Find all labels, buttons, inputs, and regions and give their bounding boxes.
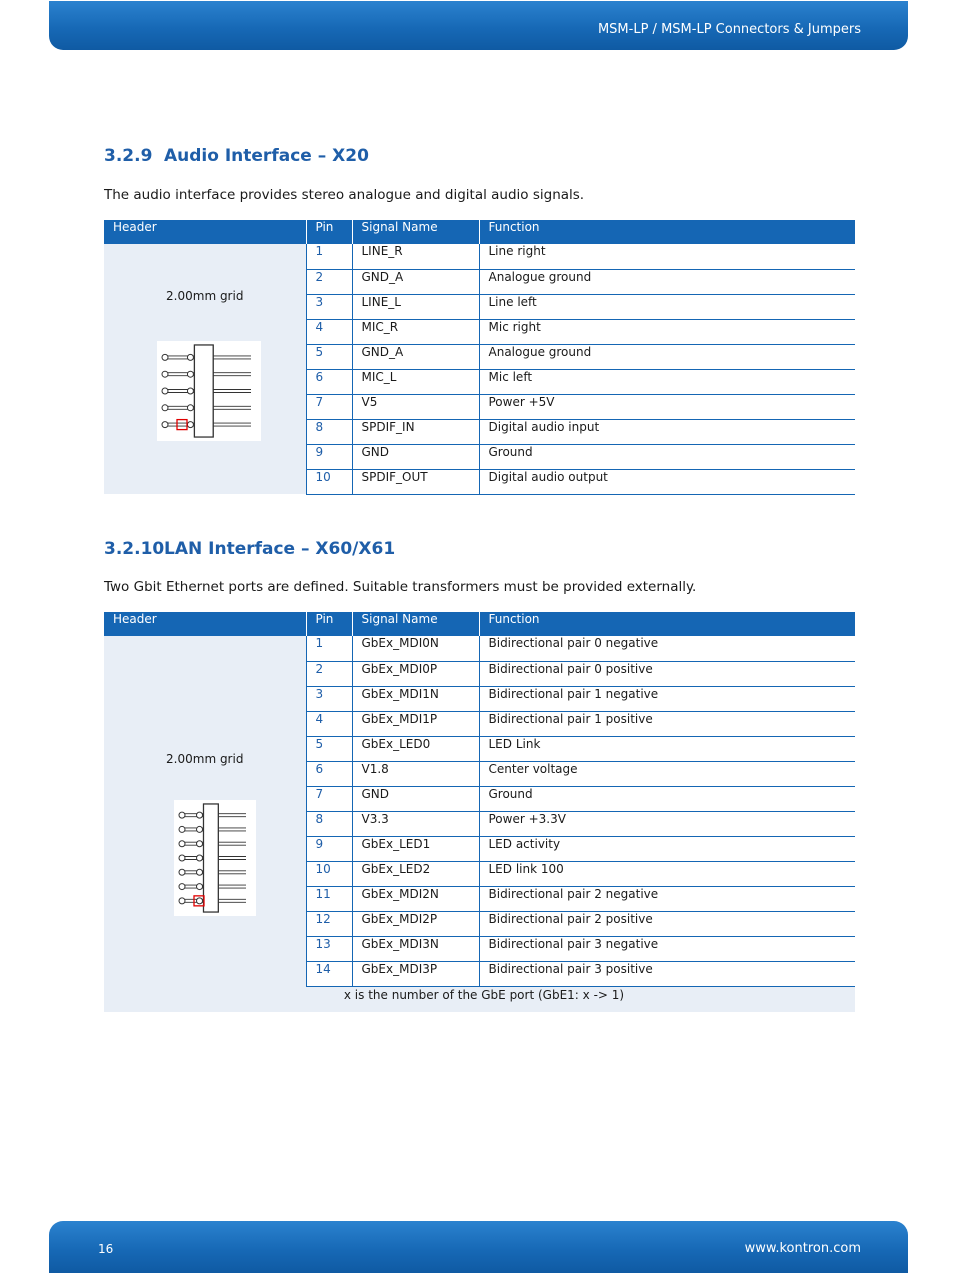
pin-function: Center voltage bbox=[479, 761, 855, 786]
pin-function: Bidirectional pair 2 positive bbox=[479, 911, 855, 936]
table-header-row bbox=[104, 220, 855, 244]
pin-number: 6 bbox=[306, 369, 352, 394]
table-row bbox=[104, 244, 855, 269]
table-row bbox=[104, 636, 855, 661]
pin-function: Power +3.3V bbox=[479, 811, 855, 836]
signal-name: SPDIF_IN bbox=[352, 419, 479, 444]
page-header-banner bbox=[49, 1, 908, 50]
signal-name: GND bbox=[352, 786, 479, 811]
pin-number: 8 bbox=[306, 811, 352, 836]
signal-name: GbEx_MDI1N bbox=[352, 686, 479, 711]
pin-function: Analogue ground bbox=[479, 344, 855, 369]
signal-name: V3.3 bbox=[352, 811, 479, 836]
signal-name: GbEx_MDI2P bbox=[352, 911, 479, 936]
table-footnote: x is the number of the GbE port (GbE1: x -> 1) bbox=[104, 986, 855, 1012]
column-header: Pin bbox=[306, 220, 352, 244]
pin-number: 4 bbox=[306, 711, 352, 736]
signal-name: GND_A bbox=[352, 344, 479, 369]
pin-number: 1 bbox=[306, 636, 352, 661]
section-number: 3.2.10 bbox=[104, 539, 165, 559]
signal-name: GbEx_LED2 bbox=[352, 861, 479, 886]
pin-number: 5 bbox=[306, 344, 352, 369]
signal-name: LINE_L bbox=[352, 294, 479, 319]
grid-size-label: 2.00mm grid bbox=[166, 289, 244, 303]
page-number: 16 bbox=[98, 1242, 114, 1256]
section-intro-audio: The audio interface provides stereo analogue and digital audio signals. bbox=[104, 187, 585, 203]
signal-name: GND bbox=[352, 444, 479, 469]
website-link[interactable]: www.kontron.com bbox=[744, 1241, 861, 1256]
signal-name: GbEx_MDI2N bbox=[352, 886, 479, 911]
signal-name: V5 bbox=[352, 394, 479, 419]
pin-number: 5 bbox=[306, 736, 352, 761]
pin-function: LED link 100 bbox=[479, 861, 855, 886]
pin-number: 7 bbox=[306, 394, 352, 419]
column-header: Pin bbox=[306, 612, 352, 636]
signal-name: GbEx_MDI0N bbox=[352, 636, 479, 661]
connector-drawing bbox=[157, 341, 261, 441]
section-title: Audio Interface – X20 bbox=[164, 146, 369, 166]
pin-function: Analogue ground bbox=[479, 269, 855, 294]
pin-function: Bidirectional pair 3 positive bbox=[479, 961, 855, 986]
signal-name: GbEx_MDI0P bbox=[352, 661, 479, 686]
section-number: 3.2.9 bbox=[104, 146, 153, 166]
pin-number: 10 bbox=[306, 469, 352, 494]
pin-number: 12 bbox=[306, 911, 352, 936]
pin-function: LED Link bbox=[479, 736, 855, 761]
pin-header-connector-icon bbox=[174, 800, 256, 916]
grid-size-label: 2.00mm grid bbox=[166, 752, 244, 766]
signal-name: MIC_L bbox=[352, 369, 479, 394]
signal-name: SPDIF_OUT bbox=[352, 469, 479, 494]
pin-header-connector-icon bbox=[157, 341, 261, 441]
pin-function: Line left bbox=[479, 294, 855, 319]
column-header: Header bbox=[104, 220, 306, 244]
section-heading-lan bbox=[104, 539, 395, 559]
connector-header-cell bbox=[104, 244, 306, 494]
column-header: Function bbox=[479, 612, 855, 636]
signal-name: GbEx_LED0 bbox=[352, 736, 479, 761]
signal-name: LINE_R bbox=[352, 244, 479, 269]
pin-number: 3 bbox=[306, 294, 352, 319]
pin-function: Bidirectional pair 2 negative bbox=[479, 886, 855, 911]
lan-pin-table bbox=[104, 612, 855, 1012]
pin-number: 14 bbox=[306, 961, 352, 986]
column-header: Function bbox=[479, 220, 855, 244]
page-footer-banner bbox=[49, 1221, 908, 1273]
signal-name: GbEx_MDI1P bbox=[352, 711, 479, 736]
signal-name: GbEx_LED1 bbox=[352, 836, 479, 861]
pin-number: 9 bbox=[306, 836, 352, 861]
pin-function: Digital audio input bbox=[479, 419, 855, 444]
pin-number: 13 bbox=[306, 936, 352, 961]
signal-name: MIC_R bbox=[352, 319, 479, 344]
signal-name: V1.8 bbox=[352, 761, 479, 786]
pin-function: Mic left bbox=[479, 369, 855, 394]
column-header: Header bbox=[104, 612, 306, 636]
pin-function: Bidirectional pair 1 negative bbox=[479, 686, 855, 711]
pin-number: 4 bbox=[306, 319, 352, 344]
audio-pin-table bbox=[104, 220, 855, 495]
column-header: Signal Name bbox=[352, 612, 479, 636]
pin-number: 2 bbox=[306, 661, 352, 686]
connector-drawing bbox=[174, 800, 256, 916]
pin-number: 8 bbox=[306, 419, 352, 444]
section-intro-lan: Two Gbit Ethernet ports are defined. Suitable transformers must be provided externally. bbox=[104, 579, 697, 595]
pin-function: LED activity bbox=[479, 836, 855, 861]
table-note-row bbox=[104, 986, 855, 1012]
pin-number: 6 bbox=[306, 761, 352, 786]
table-header-row bbox=[104, 612, 855, 636]
signal-name: GbEx_MDI3P bbox=[352, 961, 479, 986]
pin-function: Ground bbox=[479, 786, 855, 811]
section-heading-audio bbox=[104, 146, 369, 166]
pin-number: 3 bbox=[306, 686, 352, 711]
pin-function: Power +5V bbox=[479, 394, 855, 419]
column-header: Signal Name bbox=[352, 220, 479, 244]
pin-number: 11 bbox=[306, 886, 352, 911]
pin-function: Bidirectional pair 3 negative bbox=[479, 936, 855, 961]
pin1-marker-icon bbox=[177, 420, 187, 430]
pin-number: 1 bbox=[306, 244, 352, 269]
pin-number: 7 bbox=[306, 786, 352, 811]
pin-number: 9 bbox=[306, 444, 352, 469]
pin-number: 10 bbox=[306, 861, 352, 886]
document-title: MSM-LP / MSM-LP Connectors & Jumpers bbox=[597, 22, 861, 37]
pin-function: Bidirectional pair 0 negative bbox=[479, 636, 855, 661]
signal-name: GbEx_MDI3N bbox=[352, 936, 479, 961]
pin-function: Digital audio output bbox=[479, 469, 855, 494]
connector-header-cell bbox=[104, 636, 306, 986]
pin-function: Line right bbox=[479, 244, 855, 269]
pin-function: Bidirectional pair 0 positive bbox=[479, 661, 855, 686]
pin-number: 2 bbox=[306, 269, 352, 294]
pin-function: Ground bbox=[479, 444, 855, 469]
section-title: LAN Interface – X60/X61 bbox=[164, 539, 396, 559]
signal-name: GND_A bbox=[352, 269, 479, 294]
pin-function: Bidirectional pair 1 positive bbox=[479, 711, 855, 736]
pin-function: Mic right bbox=[479, 319, 855, 344]
